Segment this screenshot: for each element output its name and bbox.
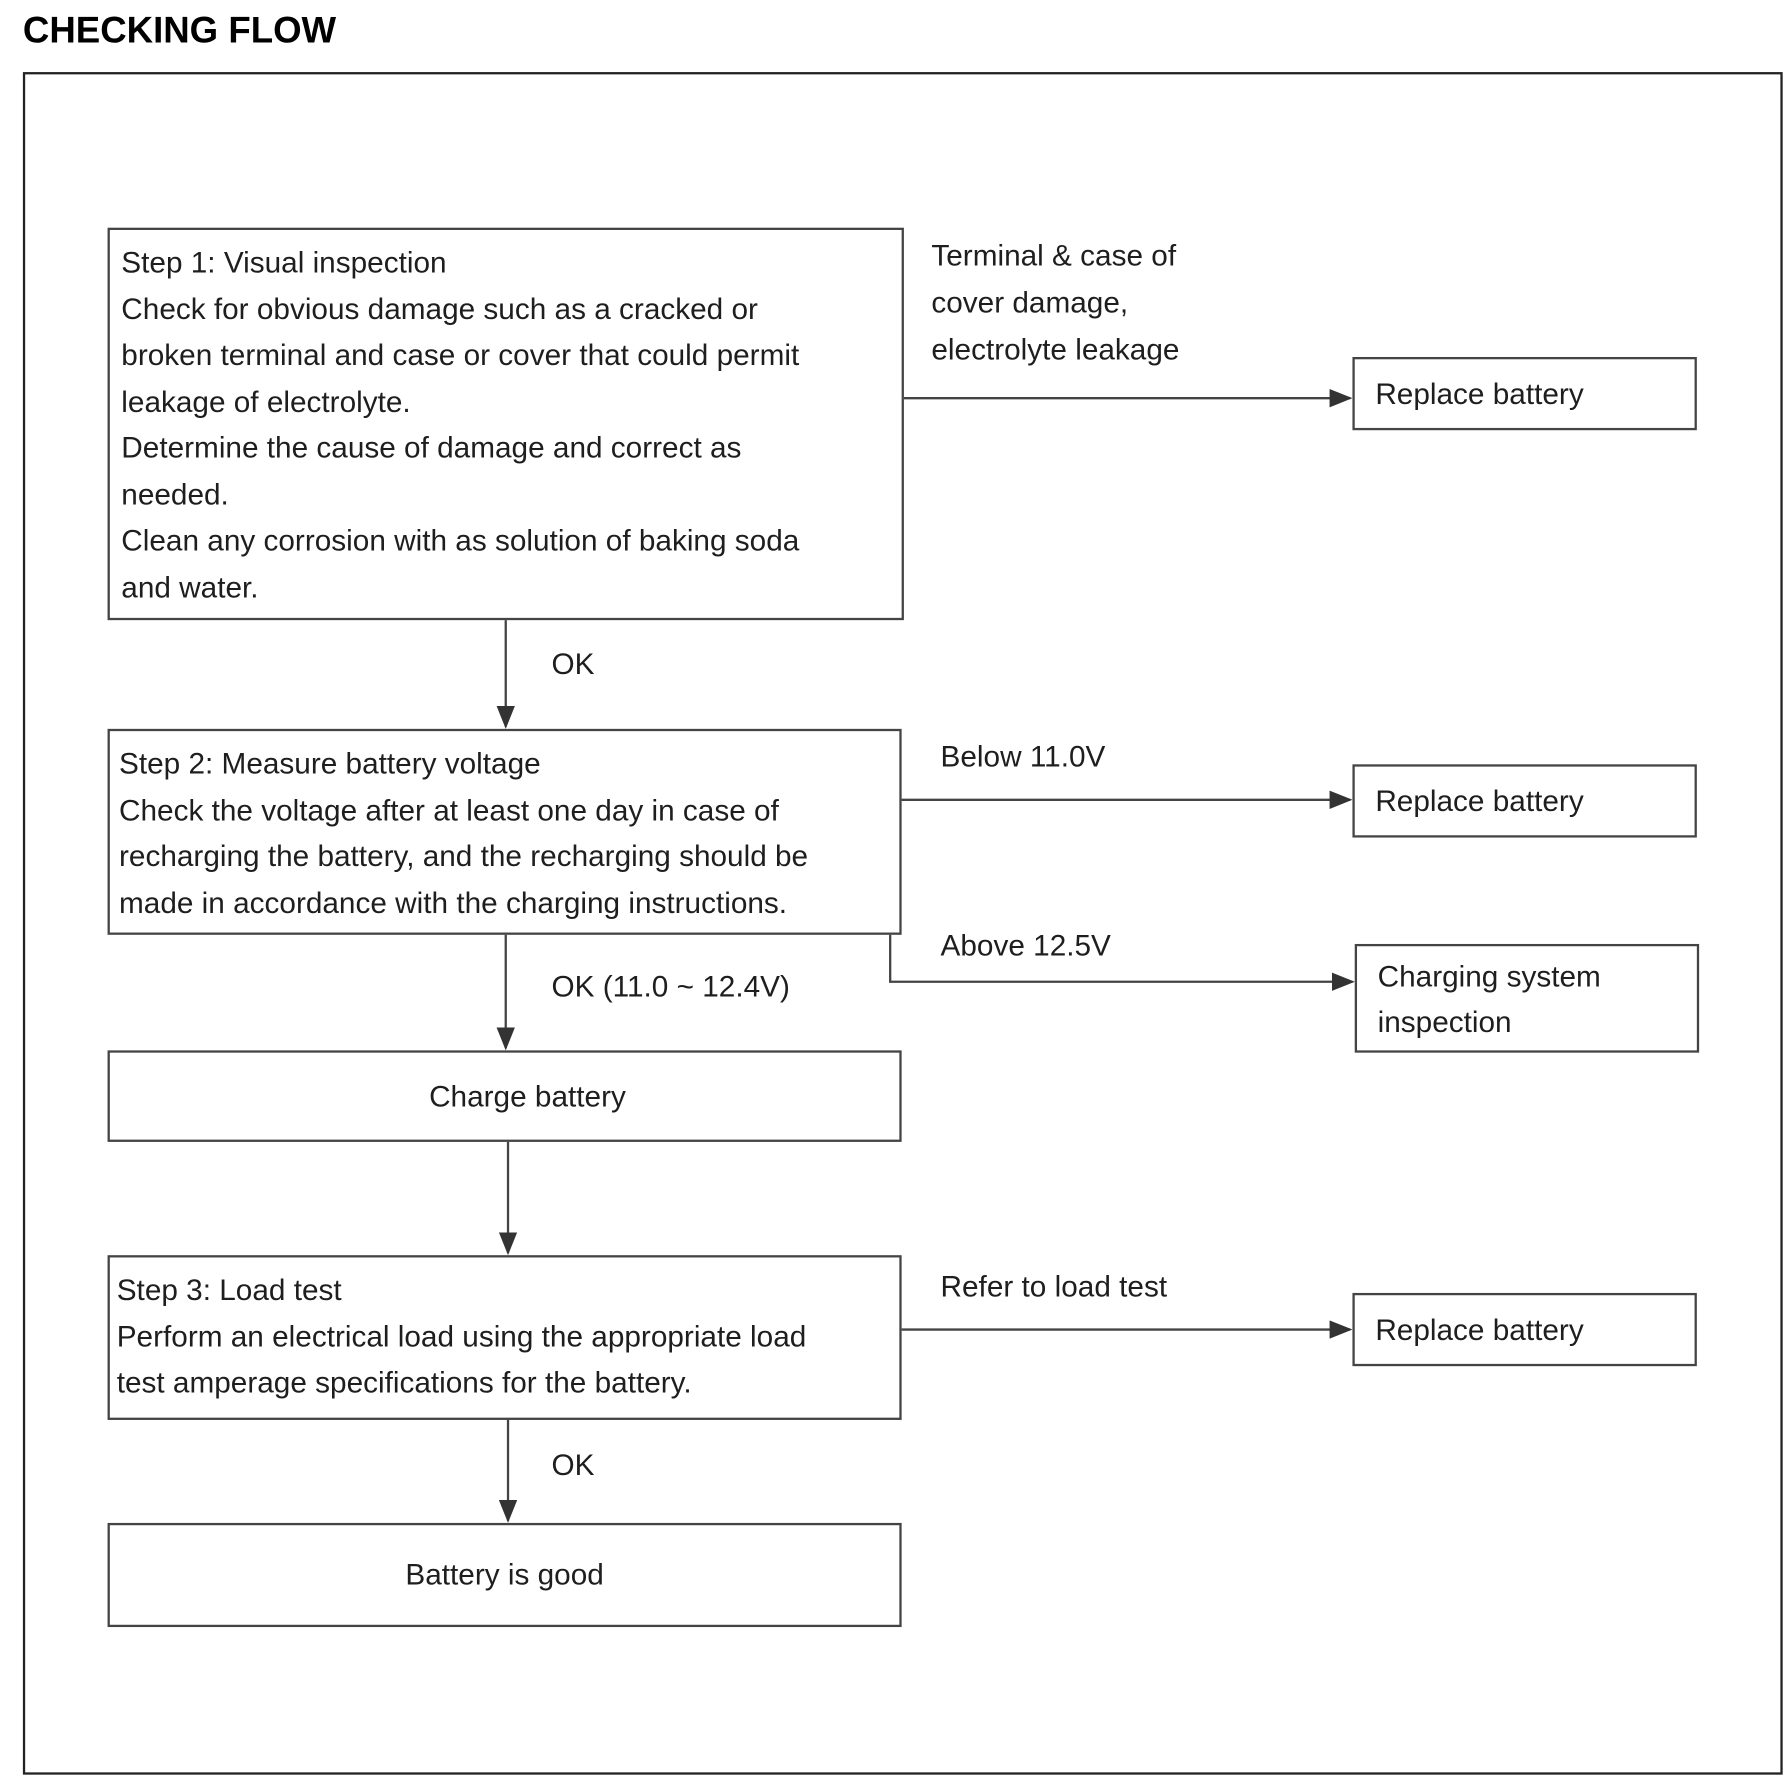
step1-heading: Step 1: Visual inspection [121, 244, 447, 280]
step1-line: Clean any corrosion with as solution of baking soda [121, 522, 800, 558]
step3-fail-condition: Refer to load test [940, 1268, 1168, 1304]
battery-is-good-box: Battery is good [108, 1523, 902, 1627]
step2-line: Check the voltage after at least one day in case of [118, 792, 779, 827]
step2-below-condition: Below 11.0V [940, 739, 1106, 774]
step1-fail-condition [931, 232, 1179, 373]
step3-box [108, 1255, 902, 1420]
step3-replace-battery-box: Replace battery [1352, 1293, 1696, 1366]
action-line: inspection [1377, 1004, 1512, 1039]
step1-ok-label: OK [551, 646, 595, 681]
step3-line: test amperage specifications for the battery. [116, 1365, 692, 1400]
step1-line: and water. [121, 569, 259, 604]
charge-battery-box: Charge battery [108, 1050, 902, 1142]
step2-heading: Step 2: Measure battery voltage [118, 746, 541, 781]
charging-system-inspection-box [1355, 944, 1699, 1053]
step3-ok-label: OK [551, 1447, 595, 1482]
condition-line: Terminal & case of [931, 237, 1177, 273]
step1-line: leakage of electrolyte. [121, 383, 411, 419]
condition-line: electrolyte leakage [931, 331, 1180, 367]
step1-line: Determine the cause of damage and correct as [121, 430, 742, 465]
step2-line: made in accordance with the charging instructions. [118, 885, 788, 920]
step2-line: recharging the battery, and the recharging should be [118, 838, 809, 874]
step1-box [108, 228, 904, 620]
step2-box [108, 729, 902, 935]
step2-above-condition: Above 12.5V [940, 927, 1111, 963]
step3-heading: Step 3: Load test [116, 1272, 342, 1307]
step1-replace-battery-box: Replace battery [1352, 357, 1696, 430]
action-line: Charging system [1377, 958, 1601, 994]
step1-line: Check for obvious damage such as a cracked or [121, 291, 758, 326]
step1-line: needed. [121, 476, 229, 511]
step3-line: Perform an electrical load using the appropriate load [116, 1318, 807, 1354]
step2-replace-battery-box: Replace battery [1352, 764, 1696, 837]
step2-ok-label: OK (11.0 ~ 12.4V) [551, 969, 790, 1004]
condition-line: cover damage, [931, 284, 1129, 320]
step1-line: broken terminal and case or cover that could permit [121, 337, 800, 372]
page-title: CHECKING FLOW [22, 9, 337, 51]
